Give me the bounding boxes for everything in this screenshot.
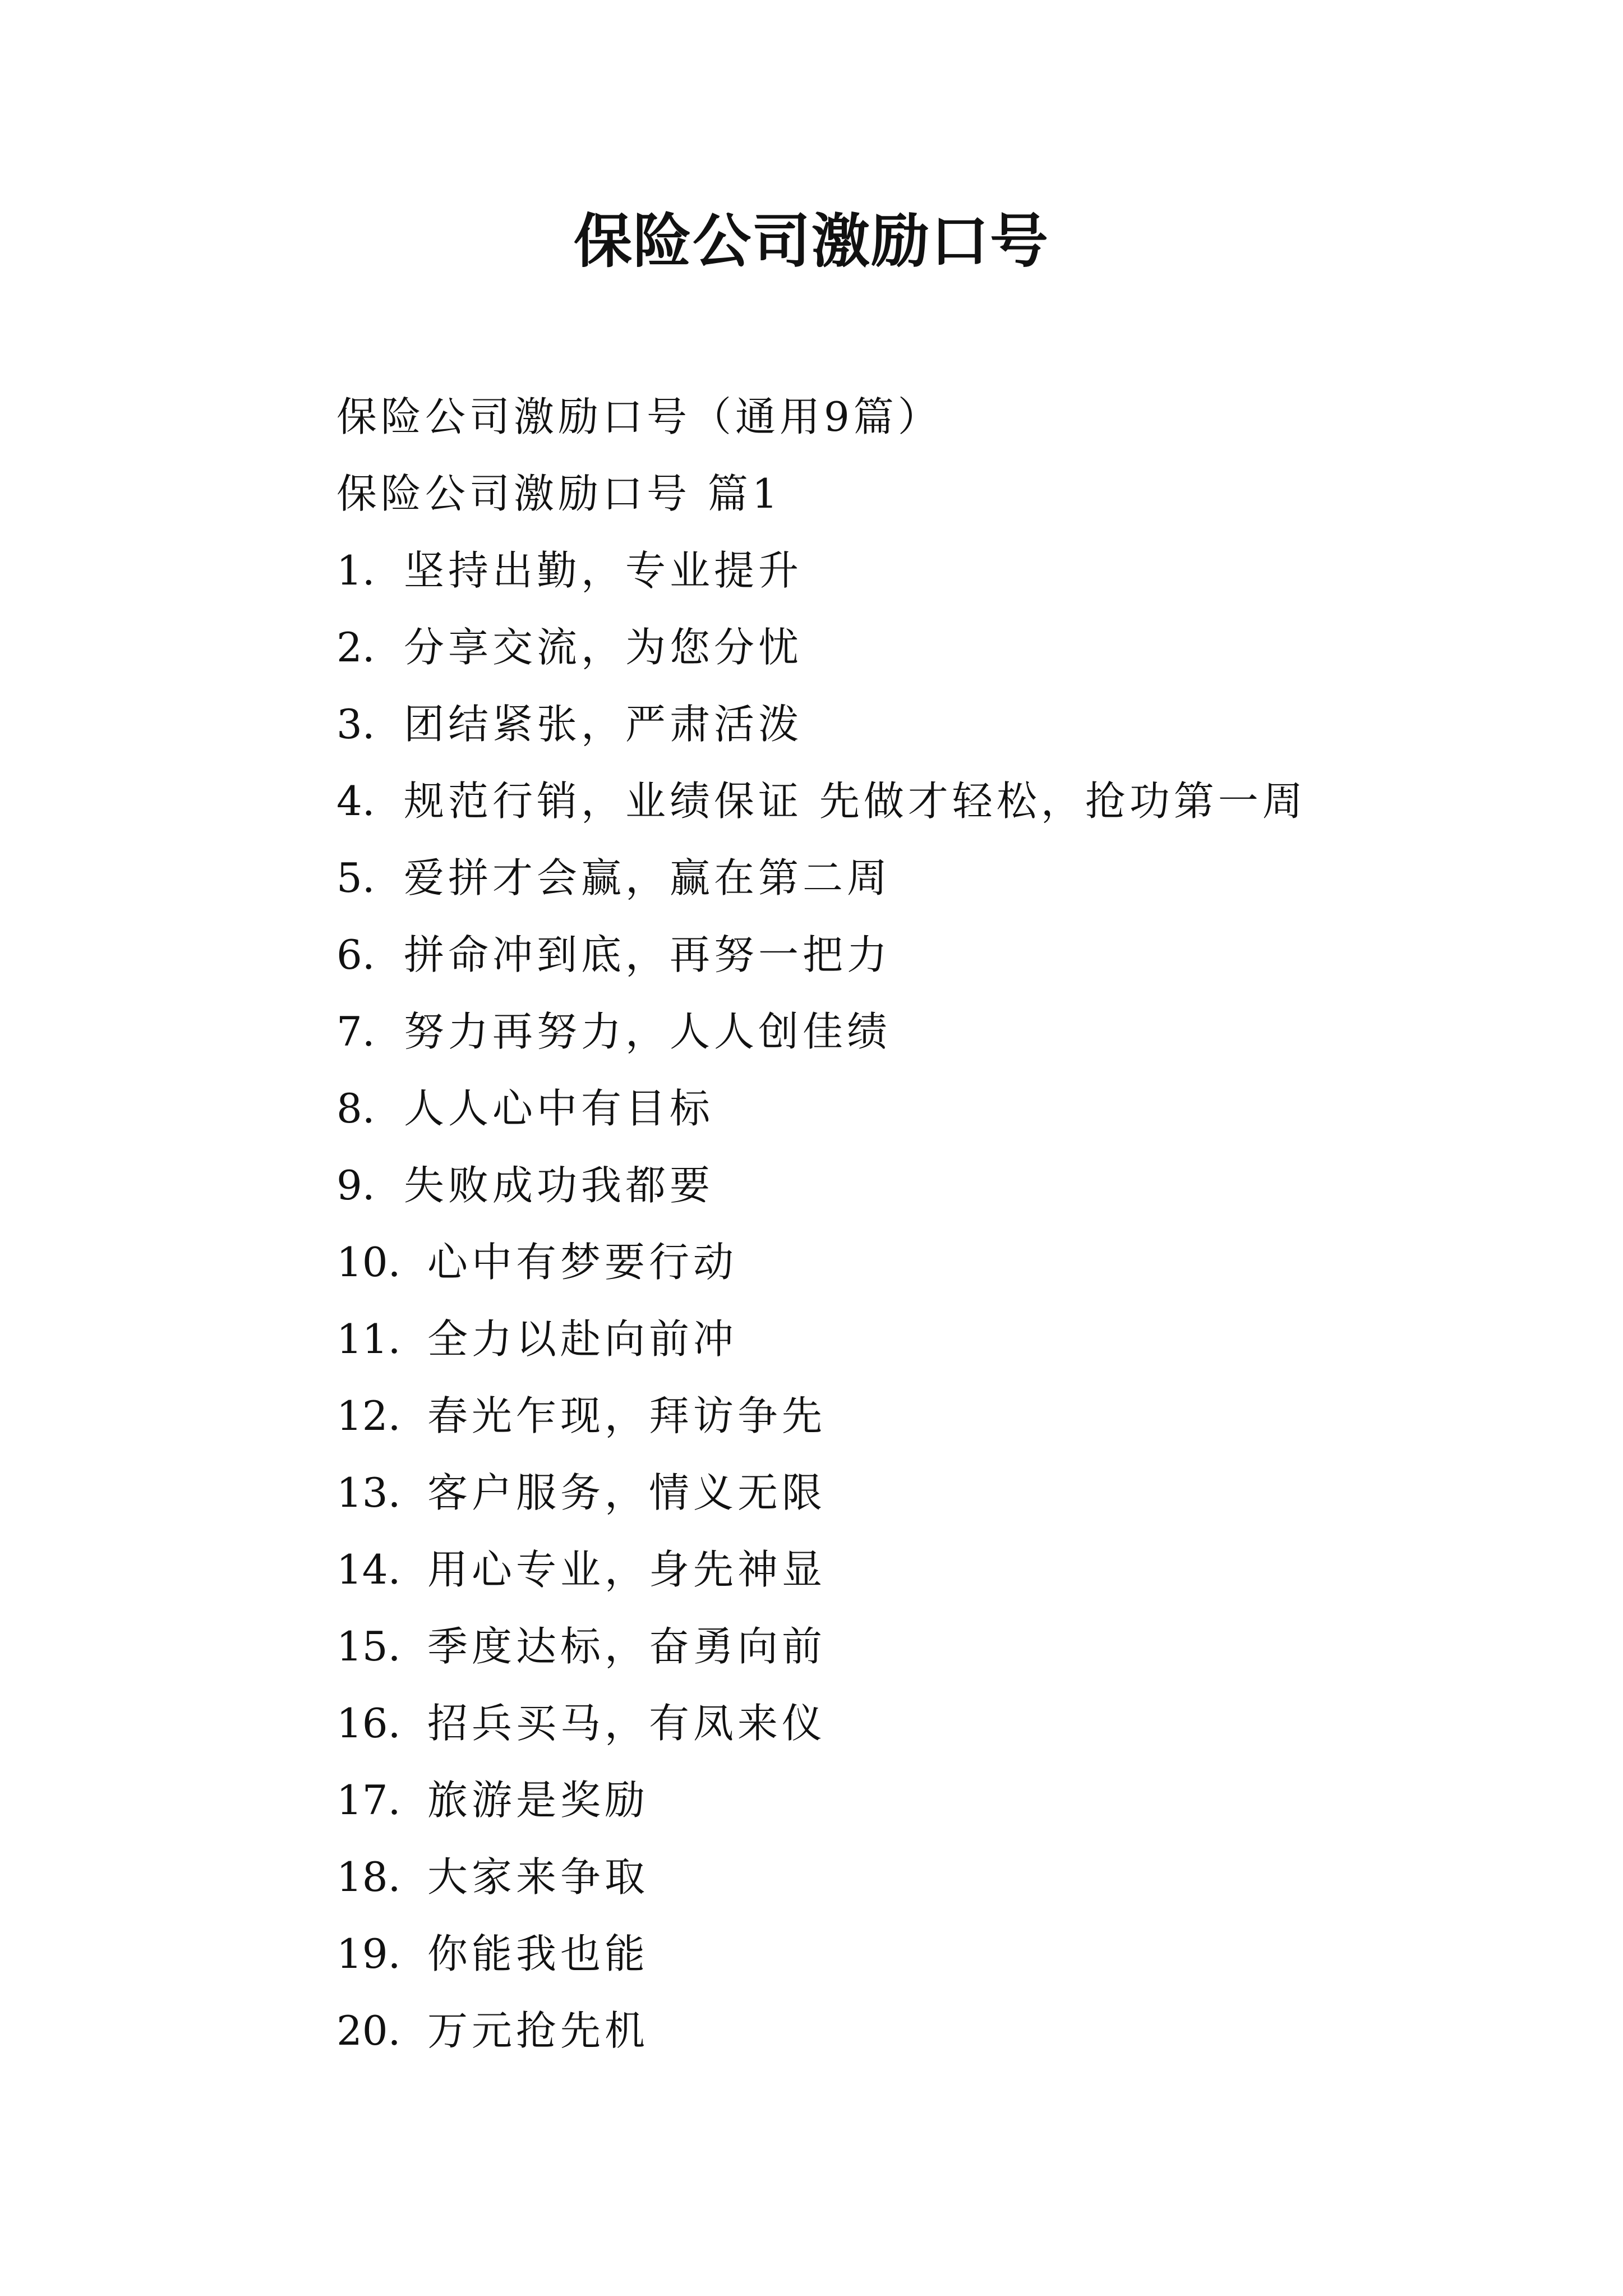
item-number: 9. bbox=[336, 1162, 375, 1209]
slogan-list bbox=[336, 532, 1514, 2069]
item-number: 6. bbox=[336, 931, 375, 978]
list-item bbox=[336, 686, 1514, 763]
item-number: 13. bbox=[336, 1469, 401, 1516]
list-item bbox=[336, 1839, 1514, 1916]
list-item bbox=[336, 1685, 1514, 1762]
item-text: 拼命冲到底，再努一把力 bbox=[404, 931, 892, 978]
item-text: 坚持出勤，专业提升 bbox=[404, 547, 803, 594]
item-text: 努力再努力，人人创佳绩 bbox=[404, 1008, 892, 1055]
list-item bbox=[336, 1224, 1514, 1301]
item-text: 规范行销，业绩保证 先做才轻松，抢功第一周 bbox=[404, 777, 1307, 825]
item-number: 7. bbox=[336, 1008, 375, 1055]
item-text: 分享交流，为您分忧 bbox=[404, 624, 803, 671]
list-item bbox=[336, 840, 1514, 917]
list-item bbox=[336, 1608, 1514, 1685]
item-number: 1. bbox=[336, 547, 375, 594]
item-number: 10. bbox=[336, 1239, 401, 1286]
item-number: 8. bbox=[336, 1085, 375, 1132]
item-number: 16. bbox=[336, 1700, 401, 1747]
item-text: 大家来争取 bbox=[427, 1853, 649, 1901]
list-item bbox=[336, 917, 1514, 993]
item-number: 18. bbox=[336, 1853, 401, 1901]
item-text: 你能我也能 bbox=[427, 1930, 649, 1977]
item-text: 客户服务，情义无限 bbox=[427, 1469, 827, 1516]
list-item bbox=[336, 1455, 1514, 1531]
list-item bbox=[336, 1762, 1514, 1839]
list-item bbox=[336, 1916, 1514, 1993]
list-item bbox=[336, 1147, 1514, 1224]
item-number: 2. bbox=[336, 624, 375, 671]
item-number: 14. bbox=[336, 1546, 401, 1593]
item-text: 用心专业，身先神显 bbox=[427, 1546, 827, 1593]
item-text: 招兵买马，有凤来仪 bbox=[427, 1700, 827, 1747]
item-number: 17. bbox=[336, 1777, 401, 1824]
item-text: 人人心中有目标 bbox=[404, 1085, 714, 1132]
list-item bbox=[336, 532, 1514, 609]
item-text: 爱拼才会赢，赢在第二周 bbox=[404, 854, 892, 901]
item-text: 季度达标，奋勇向前 bbox=[427, 1623, 827, 1670]
item-text: 旅游是奖励 bbox=[427, 1777, 649, 1824]
item-number: 3. bbox=[336, 701, 375, 748]
item-number: 19. bbox=[336, 1930, 401, 1977]
item-text: 心中有梦要行动 bbox=[427, 1239, 738, 1286]
item-number: 4. bbox=[336, 777, 375, 825]
document-subtitle: 保险公司激励口号（通用9篇） bbox=[336, 393, 942, 440]
list-item bbox=[336, 1301, 1514, 1378]
section-heading: 保险公司激励口号 篇1 bbox=[336, 470, 782, 517]
list-item bbox=[336, 1993, 1514, 2069]
list-item bbox=[336, 609, 1514, 686]
item-number: 15. bbox=[336, 1623, 401, 1670]
item-text: 失败成功我都要 bbox=[404, 1162, 714, 1209]
item-number: 5. bbox=[336, 854, 375, 901]
list-item bbox=[336, 1531, 1514, 1608]
list-item bbox=[336, 1378, 1514, 1455]
item-text: 万元抢先机 bbox=[427, 2007, 649, 2054]
document-body bbox=[336, 379, 1514, 2069]
item-number: 11. bbox=[336, 1315, 401, 1363]
item-text: 春光乍现，拜访争先 bbox=[427, 1392, 827, 1439]
item-text: 团结紧张，严肃活泼 bbox=[404, 701, 803, 748]
item-number: 12. bbox=[336, 1392, 401, 1439]
list-item bbox=[336, 993, 1514, 1070]
item-number: 20. bbox=[336, 2007, 401, 2054]
list-item bbox=[336, 763, 1514, 840]
document-title: 保险公司激励口号 bbox=[573, 206, 1049, 275]
item-text: 全力以赴向前冲 bbox=[427, 1315, 738, 1363]
list-item bbox=[336, 1070, 1514, 1147]
